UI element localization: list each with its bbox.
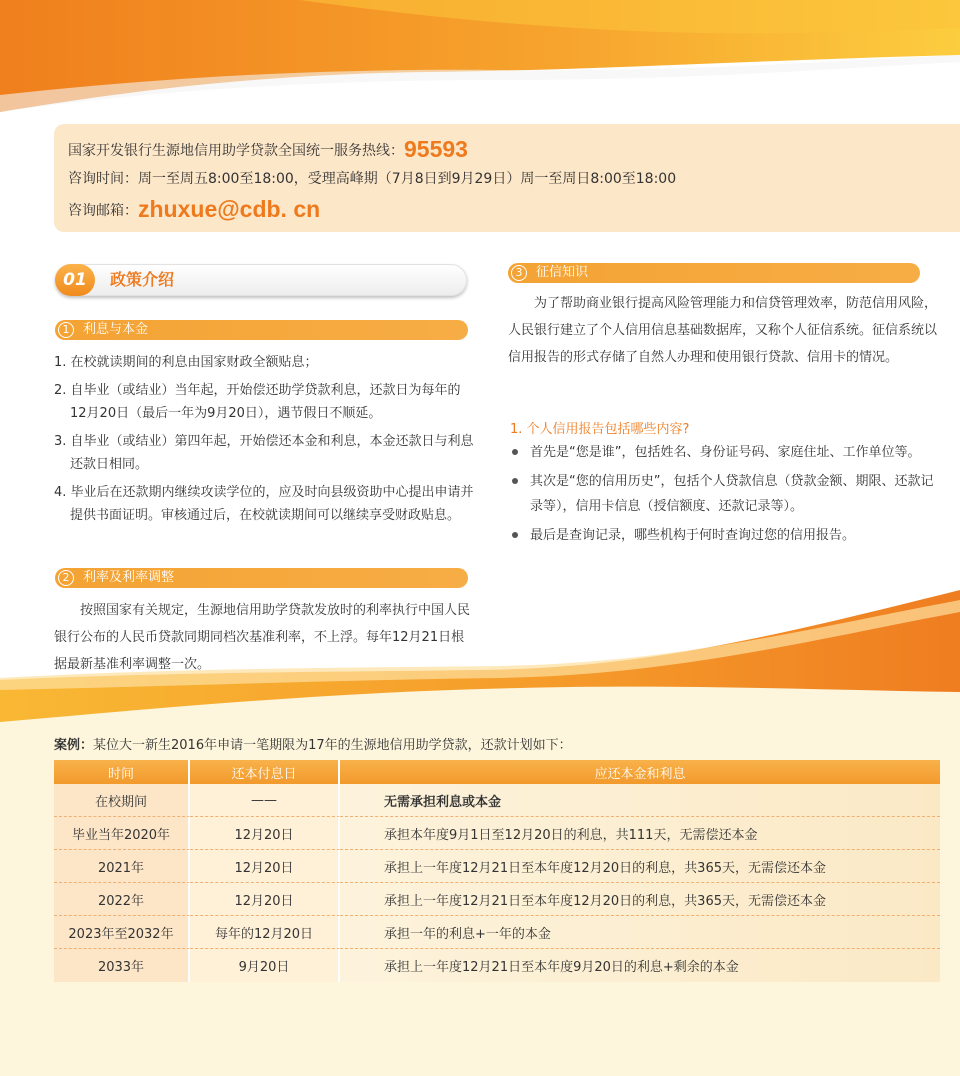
cell-amount: 承担上一年度12月21日至本年度12月20日的利息，共365天，无需偿还本金 xyxy=(340,883,940,916)
table-row xyxy=(54,916,940,949)
credit-paragraph: 为了帮助商业银行提高风险管理能力和信贷管理效率，防范信用风险，人民银行建立了个人信用信息基础数据库，又称个人征信系统。征信系统以信用报告的形式存储了自然人办理和使用银行贷款、信用卡的情况。 xyxy=(508,296,938,365)
cell-date: 12月20日 xyxy=(190,883,340,916)
email-line xyxy=(68,194,946,224)
cell-date: —— xyxy=(190,784,340,817)
subheading-credit-knowledge xyxy=(508,263,920,283)
case-line xyxy=(54,734,572,753)
table-row xyxy=(54,850,940,883)
subheading-interest-principal xyxy=(55,320,468,340)
cell-date: 每年的12月20日 xyxy=(190,916,340,949)
hotline-label: 国家开发银行生源地信用助学贷款全国统一服务热线： xyxy=(68,143,404,159)
interest-list xyxy=(54,351,474,532)
subheading-number: 3 xyxy=(511,265,527,281)
subheading-number: 1 xyxy=(58,322,74,338)
email-address: zhuxue@cdb. cn xyxy=(138,196,321,222)
table-header-row xyxy=(54,760,940,784)
case-text: 某位大一新生2016年申请一笔期限为17年的生源地信用助学贷款，还款计划如下： xyxy=(93,738,572,753)
table-row xyxy=(54,949,940,982)
header-time: 时间 xyxy=(54,760,190,784)
cell-time: 2033年 xyxy=(54,949,190,982)
cell-amount: 承担一年的利息+一年的本金 xyxy=(340,916,940,949)
list-item: 4. 毕业后在还款期内继续攻读学位的，应及时向县级资助中心提出申请并提供书面证明。审核通过后，在校就读期间可以继续享受财政贴息。 xyxy=(54,485,474,523)
email-label: 咨询邮箱： xyxy=(68,203,138,219)
cell-time: 毕业当年2020年 xyxy=(54,817,190,850)
table-row xyxy=(54,817,940,850)
subheading-label: 征信知识 xyxy=(536,265,589,280)
credit-bullets xyxy=(510,440,944,552)
cell-date: 12月20日 xyxy=(190,817,340,850)
cell-date: 12月20日 xyxy=(190,850,340,883)
cell-amount: 承担上一年度12月21日至本年度9月20日的利息+剩余的本金 xyxy=(340,949,940,982)
cell-time: 在校期间 xyxy=(54,784,190,817)
list-item: 首先是“您是谁”，包括姓名、身份证号码、家庭住址、工作单位等。 xyxy=(510,440,944,465)
list-item: 3. 自毕业（或结业）第四年起，开始偿还本金和利息，本金还款日与利息还款日相同。 xyxy=(54,434,474,472)
cell-time: 2023年至2032年 xyxy=(54,916,190,949)
list-item: 1. 在校就读期间的利息由国家财政全额贴息； xyxy=(54,355,318,370)
cell-amount: 承担本年度9月1日至12月20日的利息，共111天，无需偿还本金 xyxy=(340,817,940,850)
cell-amount: 无需承担利息或本金 xyxy=(340,784,940,817)
subheading-interest-rate xyxy=(55,568,468,588)
subheading-number: 2 xyxy=(58,570,74,586)
credit-question: 1. 个人信用报告包括哪些内容? xyxy=(510,422,690,437)
header-payment-date: 还本付息日 xyxy=(190,760,340,784)
case-label: 案例： xyxy=(54,738,94,753)
hotline-line xyxy=(68,134,946,164)
table-row xyxy=(54,883,940,916)
header-amount: 应还本金和利息 xyxy=(340,760,940,784)
table-row xyxy=(54,784,940,817)
cell-date: 9月20日 xyxy=(190,949,340,982)
section-number: 01 xyxy=(55,264,95,296)
section-title: 政策介绍 xyxy=(110,270,175,289)
rate-paragraph: 按照国家有关规定，生源地信用助学贷款发放时的利率执行中国人民银行公布的人民币贷款同期同档次基准利率，不上浮。每年12月21日根据最新基准利率调整一次。 xyxy=(54,603,471,672)
subheading-label: 利率及利率调整 xyxy=(83,570,175,585)
hours-line: 咨询时间：周一至周五8:00至18:00，受理高峰期（7月8日到9月29日）周一至周日8:00至18:00 xyxy=(68,171,677,187)
cell-time: 2021年 xyxy=(54,850,190,883)
cell-time: 2022年 xyxy=(54,883,190,916)
section-header xyxy=(55,264,467,296)
list-item: 其次是“您的信用历史”，包括个人贷款信息（贷款金额、期限、还款记录等），信用卡信息（授信额度、还款记录等）。 xyxy=(510,469,944,519)
subheading-label: 利息与本金 xyxy=(83,322,149,337)
hotline-number: 95593 xyxy=(404,136,468,162)
cell-amount: 承担上一年度12月21日至本年度12月20日的利息，共365天，无需偿还本金 xyxy=(340,850,940,883)
list-item: 最后是查询记录，哪些机构于何时查询过您的信用报告。 xyxy=(510,523,944,548)
repayment-table xyxy=(54,760,940,982)
info-box xyxy=(54,124,960,232)
list-item: 2. 自毕业（或结业）当年起，开始偿还助学贷款利息，还款日为每年的12月20日（最后一年为9月20日），遇节假日不顺延。 xyxy=(54,383,461,421)
